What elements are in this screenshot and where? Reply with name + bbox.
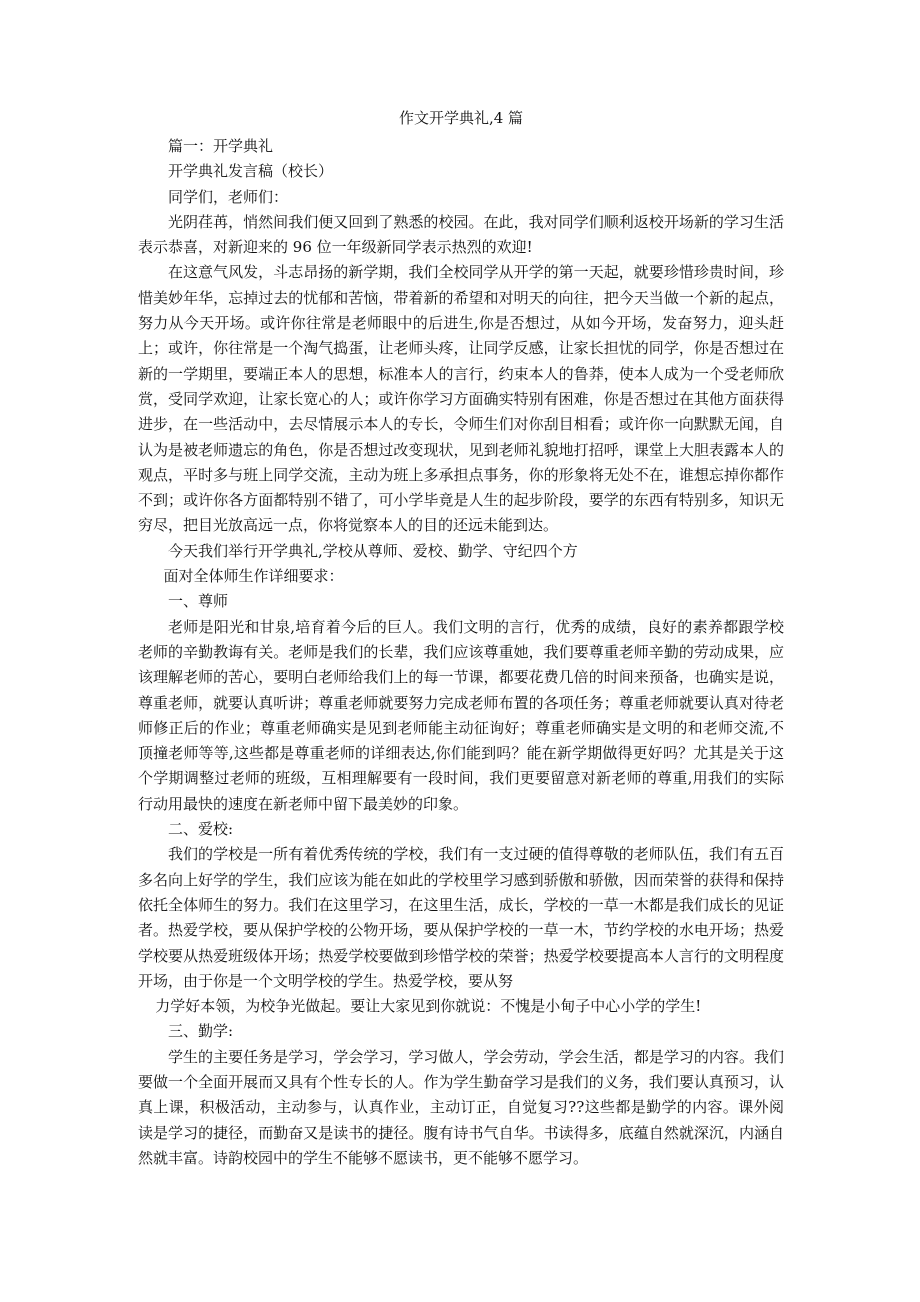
subsection-heading: 三、勤学: (168, 1022, 234, 1041)
subsection-heading: 二、爱校: (168, 820, 234, 839)
speech-title: 开学典礼发言稿（校长） (168, 162, 334, 181)
body-paragraph-continuation: 面对全体师生作详细要求： (163, 567, 344, 586)
body-paragraph: 学生的主要任务是学习，学会学习，学习做人，学会劳动，学会生活，都是学习的内容。我们要做一个全面开展而又具有个性专长的人。作为学生勤奋学习是我们的义务，我们要认真预习，认真上课，积极活动，主动参与，认真作业，主动订正，自觉复习??这些都是勤学的内容。课外阅读是学习的捷径，而勤奋又是读书的捷径。腹有诗书气自华。书读得多，底蕴自然就深沉，内涵自然就丰富。诗韵校园中的学生不能够不愿读书，更不能够不愿学习。 (138, 1047, 784, 1167)
document-title: 作文开学典礼,4 篇 (398, 109, 524, 127)
body-paragraph: 在这意气风发，斗志昂扬的新学期，我们全校同学从开学的第一天起，就要珍惜珍贵时间，珍惜美妙年华，忘掉过去的忧郁和苦恼，带着新的希望和对明天的向往，把今天当做一个新的起点，努力从今天开场。或许你往常是老师眼中的后进生,你是否想过，从如今开场，发奋努力，迎头赶上；或许，你往常是一个淘气捣蛋，让老师头疼，让同学反感，让家长担忧的同学，你是否想过在新的一学期里，要端正本人的思想，标准本人的言行，约束本人的鲁莽，使本人成为一个受老师欣赏，受同学欢迎，让家长宽心的人；或许你学习方面确实特别有困难，你是否想过在其他方面获得进步，在一些活动中，去尽情展示本人的专长，令师生们对你刮目相看；或许你一向默默无闻，自认为是被老师遗忘的角色，你是否想过改变现状，见到老师礼貌地打招呼，课堂上大胆表露本人的观点，平时多与班上同学交流，主动为班上多承担点事务，你的形象将无处不在，谁想忘掉你都作不到；或许你各方面都特别不错了，可小学毕竟是人生的起步阶段，要学的东西有特别多，知识无穷尽，把目光放高远一点，你将觉察本人的目的还远未能到达。 (138, 263, 784, 535)
document-page (138, 106, 784, 1171)
body-paragraph: 今天我们举行开学典礼,学校从尊师、爱校、勤学、守纪四个方 (168, 541, 578, 560)
body-paragraph-continuation: 力学好本领，为校争光做起。要让大家见到你就说：不愧是小甸子中心小学的学生! (155, 997, 702, 1016)
subsection-heading: 一、尊师 (168, 592, 229, 611)
body-paragraph: 老师是阳光和甘泉,培育着今后的巨人。我们文明的言行，优秀的成绩，良好的素养都跟学校老师的辛勤教诲有关。老师是我们的长辈，我们应该尊重她，我们要尊重老师辛勤的劳动成果，应该理解老师的苦心，要明白老师给我们上的每一节课，都要花费几倍的时间来预备，也确实是说，尊重老师，就要认真听讲；尊重老师就要努力完成老师布置的各项任务；尊重老师就要认真对待老师修正后的作业；尊重老师确实是见到老师能主动征询好；尊重老师确实是文明的和老师交流,不顶撞老师等等,这些都是尊重老师的详细表达,你们能到吗？能在新学期做得更好吗？尤其是关于这个学期调整过老师的班级，互相理解要有一段时间，我们更要留意对新老师的尊重,用我们的实际行动用最快的速度在新老师中留下最美妙的印象。 (138, 617, 784, 813)
salutation: 同学们，老师们： (168, 187, 289, 206)
section-heading: 篇一：开学典礼 (168, 137, 274, 155)
body-paragraph: 我们的学校是一所有着优秀传统的学校，我们有一支过硬的值得尊敬的老师队伍，我们有五百多名向上好学的学生，我们应该为能在如此的学校里学习感到骄傲和骄傲，因而荣誉的获得和保持依托全体师生的努力。我们在这里学习，在这里生活，成长，学校的一草一木都是我们成长的见证者。热爱学校，要从保护学校的公物开场，要从保护学校的一草一木，节约学校的水电开场；热爱学校要从热爱班级体开场；热爱学校要做到珍惜学校的荣誉；热爱学校要提高本人言行的文明程度开场，由于你是一个文明学校的学生。热爱学校，要从努 (138, 845, 784, 990)
body-paragraph: 光阴荏苒，悄然间我们便又回到了熟悉的校园。在此，我对同学们顺利返校开场新的学习生活表示恭喜，对新迎来的 96 位一年级新同学表示热烈的欢迎! (138, 212, 784, 257)
